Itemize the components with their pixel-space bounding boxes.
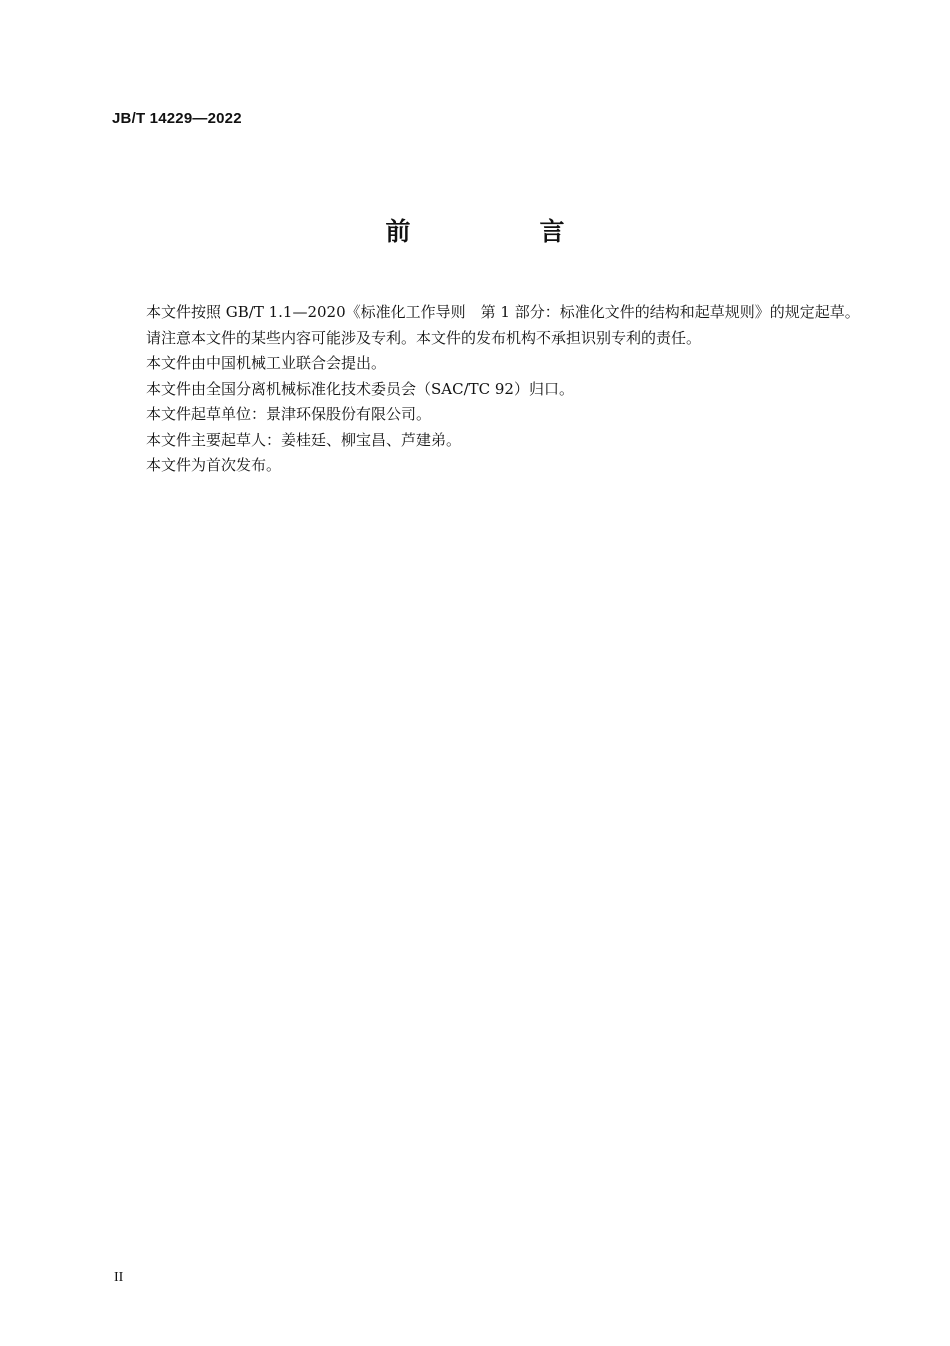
paragraph-drafting-rules: 本文件按照 GB/T 1.1—2020《标准化工作导则 第 1 部分：标准化文件的结构和起草规则》的规定起草。 bbox=[146, 303, 860, 321]
paragraph-patent-notice: 请注意本文件的某些内容可能涉及专利。本文件的发布机构不承担识别专利的责任。 bbox=[146, 328, 702, 347]
foreword-body bbox=[112, 300, 864, 479]
paragraph-drafters: 本文件主要起草人：姜桂廷、柳宝昌、芦建弟。 bbox=[146, 430, 462, 449]
standard-code: JB/T 14229—2022 bbox=[112, 110, 242, 127]
page-title: 前 言 bbox=[385, 217, 617, 246]
page-number: II bbox=[114, 1270, 124, 1285]
paragraph-drafting-unit: 本文件起草单位：景津环保股份有限公司。 bbox=[146, 405, 432, 423]
paragraph-committee: 本文件由全国分离机械标准化技术委员会（SAC/TC 92）归口。 bbox=[146, 379, 574, 398]
paragraph-first-release: 本文件为首次发布。 bbox=[146, 456, 282, 474]
paragraph-proposer: 本文件由中国机械工业联合会提出。 bbox=[146, 354, 387, 372]
